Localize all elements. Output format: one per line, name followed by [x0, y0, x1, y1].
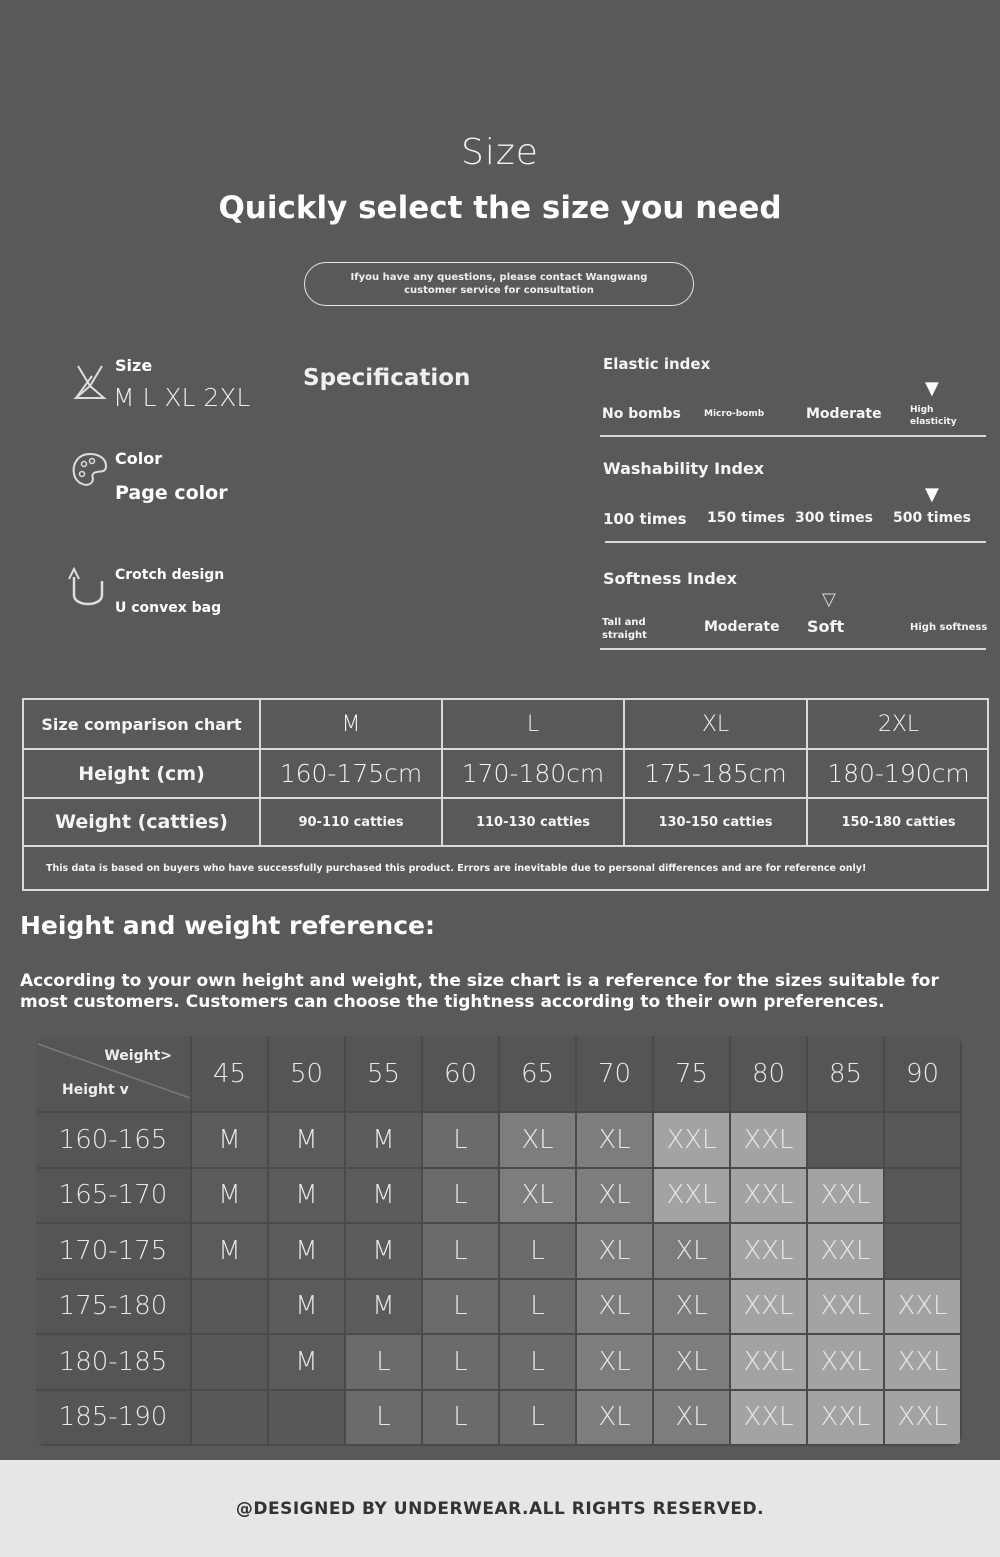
height-xl: 175-185cm	[625, 750, 808, 799]
weight-header-65: 65	[500, 1036, 577, 1113]
soft-option-moderate: Moderate	[704, 619, 780, 635]
size-cell	[192, 1280, 269, 1336]
color-label: Color	[115, 449, 163, 468]
size-cell: XXL	[885, 1391, 962, 1447]
size-chart-note: This data is based on buyers who have successfully purchased this product. Errors are inevitable due to personal differences and are for reference only!	[46, 862, 867, 874]
specification-title: Specification	[303, 365, 471, 391]
wash-option-100: 100 times	[603, 510, 687, 528]
size-cell: L	[346, 1335, 423, 1391]
weight-header-80: 80	[731, 1036, 808, 1113]
height-2xl: 180-190cm	[808, 750, 989, 799]
size-cell: L	[423, 1113, 500, 1169]
size-col-xl: XL	[625, 700, 808, 750]
footer	[0, 1460, 1000, 1557]
wash-option-500: 500 times	[893, 510, 972, 526]
size-cell: XL	[500, 1169, 577, 1225]
weight-header-70: 70	[577, 1036, 654, 1113]
size-cell: L	[346, 1391, 423, 1447]
height-axis-label: Height v	[62, 1082, 129, 1098]
size-cell: XXL	[808, 1224, 885, 1280]
size-cell: XXL	[808, 1335, 885, 1391]
size-cell: XL	[577, 1113, 654, 1169]
size-cell: XL	[654, 1335, 731, 1391]
size-cell: XL	[577, 1335, 654, 1391]
softness-indicator-arrow: ▽	[822, 589, 836, 610]
customer-service-notice[interactable]	[304, 262, 694, 306]
weight-header-50: 50	[269, 1036, 346, 1113]
weight-header-85: 85	[808, 1036, 885, 1113]
size-cell: M	[269, 1169, 346, 1225]
weight-header-55: 55	[346, 1036, 423, 1113]
size-cell: XXL	[731, 1169, 808, 1225]
palette-icon	[70, 448, 110, 498]
size-cell	[269, 1391, 346, 1447]
height-row-165-170: 165-170	[36, 1169, 192, 1225]
elastic-option-no-bombs: No bombs	[602, 406, 681, 422]
size-cell: XL	[577, 1169, 654, 1225]
wash-option-150: 150 times	[707, 510, 786, 526]
weight-header-45: 45	[192, 1036, 269, 1113]
size-cell: L	[500, 1224, 577, 1280]
height-row-160-165: 160-165	[36, 1113, 192, 1169]
weight-l: 110-130 catties	[443, 799, 625, 847]
height-m: 160-175cm	[261, 750, 443, 799]
elastic-option-moderate: Moderate	[806, 406, 882, 422]
size-cell: XL	[577, 1224, 654, 1280]
soft-option-soft: Soft	[807, 617, 845, 636]
size-cell	[885, 1113, 962, 1169]
size-cell: XXL	[731, 1280, 808, 1336]
size-title: Size	[461, 132, 539, 173]
size-cell	[192, 1391, 269, 1447]
size-cell: M	[192, 1169, 269, 1225]
size-cell: XXL	[731, 1391, 808, 1447]
elastic-indicator-arrow: ▼	[925, 378, 939, 399]
size-cell: M	[346, 1224, 423, 1280]
page-title: Quickly select the size you need	[218, 190, 782, 226]
footer-copyright: @DESIGNED BY UNDERWEAR.ALL RIGHTS RESERVED.	[235, 1498, 765, 1519]
size-cell: XL	[654, 1391, 731, 1447]
size-cell: XXL	[885, 1280, 962, 1336]
size-cell: M	[269, 1335, 346, 1391]
height-row-180-185: 180-185	[36, 1335, 192, 1391]
color-value: Page color	[115, 482, 228, 504]
size-cell: XXL	[731, 1224, 808, 1280]
size-col-l: L	[443, 700, 625, 750]
size-cell: M	[269, 1113, 346, 1169]
size-cell: XL	[654, 1280, 731, 1336]
height-row-175-180: 175-180	[36, 1280, 192, 1336]
size-cell: L	[423, 1335, 500, 1391]
weight-header-60: 60	[423, 1036, 500, 1113]
weight-m: 90-110 catties	[261, 799, 443, 847]
hanger-icon	[70, 358, 110, 408]
size-cell: M	[346, 1113, 423, 1169]
size-cell: XXL	[731, 1113, 808, 1169]
washability-index-title: Washability Index	[603, 459, 765, 478]
size-cell	[192, 1335, 269, 1391]
size-cell: M	[346, 1280, 423, 1336]
size-cell: XL	[577, 1280, 654, 1336]
size-label: Size	[115, 356, 153, 375]
crotch-label: Crotch design	[115, 567, 225, 583]
weight-xl: 130-150 catties	[625, 799, 808, 847]
size-cell: XXL	[654, 1113, 731, 1169]
size-cell: XXL	[654, 1169, 731, 1225]
weight-header-90: 90	[885, 1036, 962, 1113]
size-col-2xl: 2XL	[808, 700, 989, 750]
weight-axis-label: Weight>	[104, 1048, 172, 1064]
size-cell: L	[423, 1391, 500, 1447]
soft-option-tall: Tall and straight	[602, 617, 647, 641]
size-cell: L	[500, 1280, 577, 1336]
softness-divider	[600, 648, 986, 650]
size-cell: XL	[577, 1391, 654, 1447]
elastic-option-high: High elasticity	[910, 405, 957, 427]
grid-corner-cell	[36, 1036, 192, 1113]
size-cell	[885, 1224, 962, 1280]
height-weight-grid	[36, 1036, 962, 1446]
elastic-option-micro: Micro-bomb	[704, 409, 765, 419]
size-cell: XXL	[808, 1169, 885, 1225]
size-cell: M	[192, 1224, 269, 1280]
size-cell: XXL	[885, 1335, 962, 1391]
size-cell: XXL	[808, 1391, 885, 1447]
size-cell: XL	[654, 1224, 731, 1280]
weight-row-label: Weight (catties)	[24, 799, 261, 847]
washability-indicator-arrow: ▼	[925, 484, 939, 505]
customer-service-text: Ifyou have any questions, please contact Wangwang customer service for consultation	[350, 272, 648, 296]
height-l: 170-180cm	[443, 750, 625, 799]
height-row-label: Height (cm)	[24, 750, 261, 799]
size-cell: L	[423, 1169, 500, 1225]
height-row-170-175: 170-175	[36, 1224, 192, 1280]
crotch-value: U convex bag	[115, 600, 222, 616]
elastic-divider	[600, 435, 986, 437]
size-cell: XXL	[731, 1335, 808, 1391]
reference-title: Height and weight reference:	[20, 911, 436, 940]
size-cell: L	[423, 1224, 500, 1280]
soft-option-high: High softness	[910, 622, 988, 633]
size-cell: XL	[500, 1113, 577, 1169]
size-chart-header-label: Size comparison chart	[24, 700, 261, 750]
size-values: M L XL 2XL	[113, 383, 251, 412]
size-cell	[808, 1113, 885, 1169]
size-cell: L	[500, 1335, 577, 1391]
size-cell: XXL	[808, 1280, 885, 1336]
elastic-index-title: Elastic index	[603, 355, 711, 373]
size-cell: M	[269, 1224, 346, 1280]
size-cell	[885, 1169, 962, 1225]
softness-index-title: Softness Index	[603, 569, 737, 588]
wash-option-300: 300 times	[795, 510, 874, 526]
height-row-185-190: 185-190	[36, 1391, 192, 1447]
size-cell: M	[192, 1113, 269, 1169]
size-cell: M	[346, 1169, 423, 1225]
washability-divider	[605, 541, 986, 543]
size-cell: L	[500, 1391, 577, 1447]
reference-description: According to your own height and weight, the size chart is a reference for the sizes suitable for most customers. Customers can choose the tightness according to their own preferences.	[20, 971, 939, 1012]
weight-header-75: 75	[654, 1036, 731, 1113]
size-cell: M	[269, 1280, 346, 1336]
u-curve-icon	[68, 565, 108, 615]
size-cell: L	[423, 1280, 500, 1336]
size-comparison-table	[22, 698, 989, 891]
weight-2xl: 150-180 catties	[808, 799, 989, 847]
size-col-m: M	[261, 700, 443, 750]
